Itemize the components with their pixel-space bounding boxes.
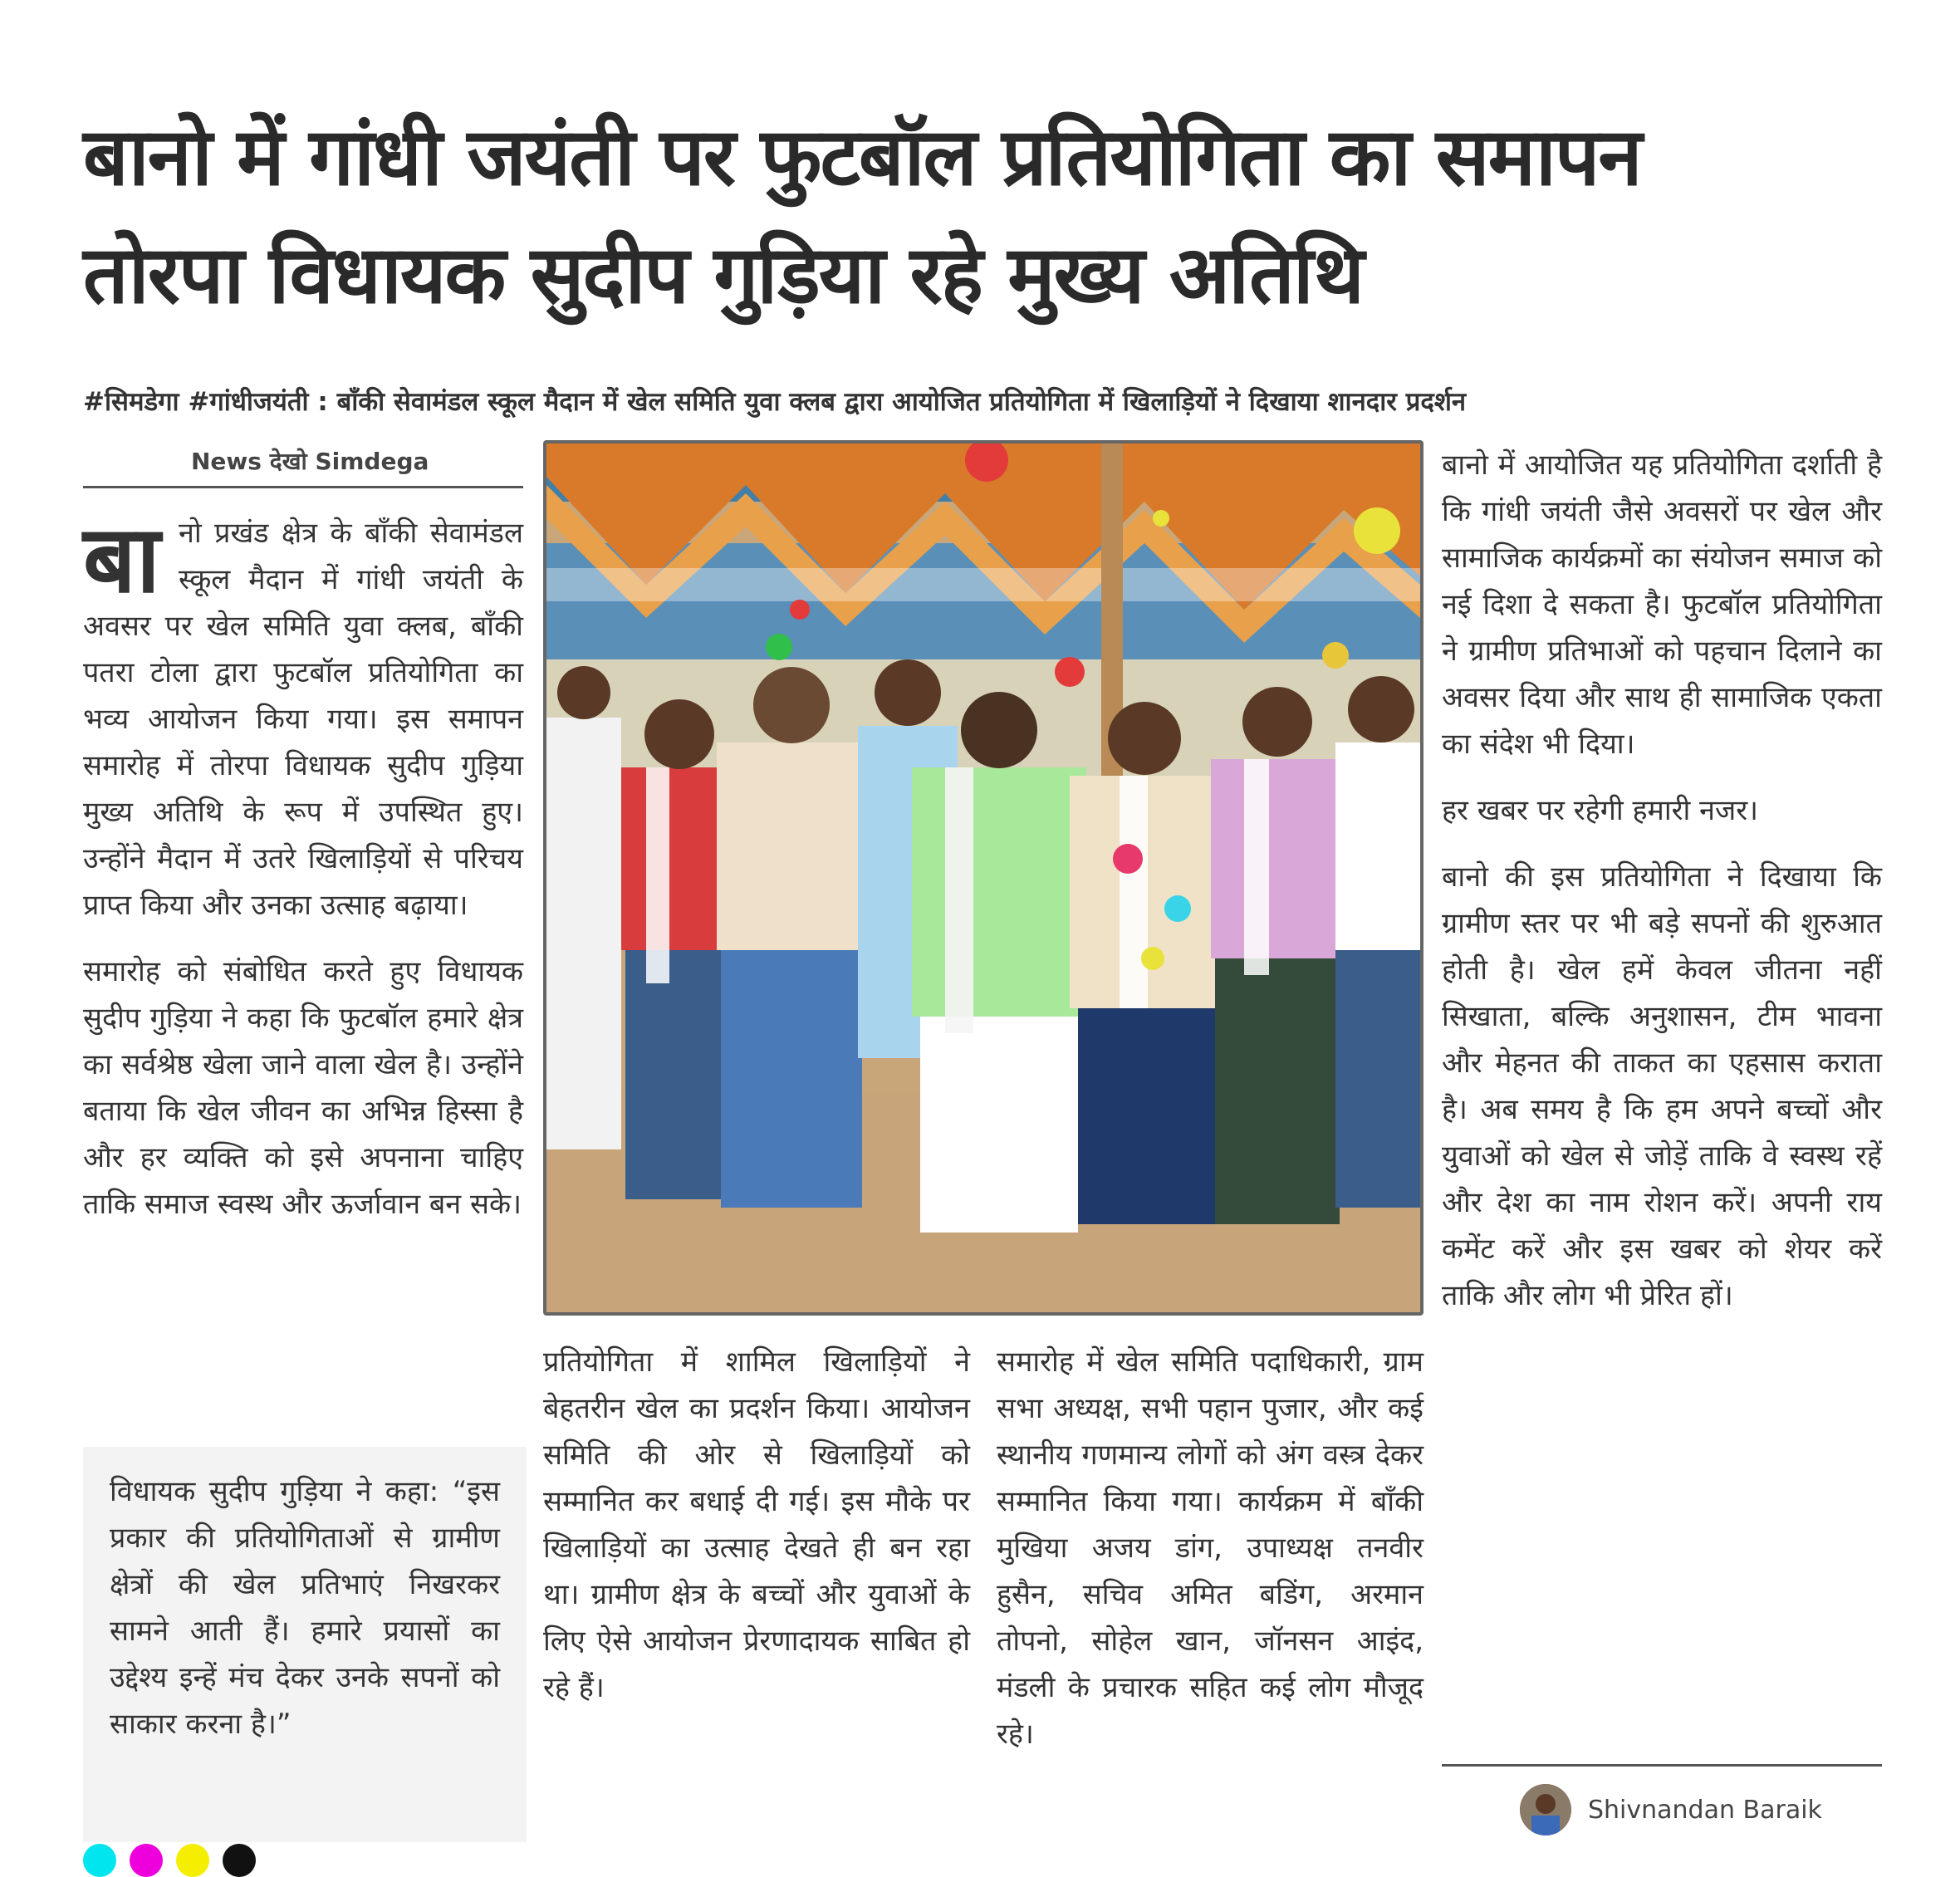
column-3 [997, 1339, 1423, 1777]
author [1520, 1784, 1822, 1835]
event-photo-illustration [546, 444, 1420, 1312]
author-rule [1442, 1764, 1882, 1767]
cyan-dot [83, 1844, 116, 1877]
cmyk-marks [83, 1844, 269, 1877]
paragraph-2: समारोह को संबोधित करते हुए विधायक सुदीप गुड़िया ने कहा कि फुटबॉल हमारे क्षेत्र का सर्वश्रेष्ठ खेला जाने वाला खेल है। उन्होंने बताया कि खेल जीवन का अभिन्न हिस्सा है और हर व्यक्ति को इसे अपनाना चाहिए ताकि समाज स्वस्थ और ऊर्जावान बन सके। [83, 955, 523, 1221]
column-1 [83, 506, 523, 1247]
yellow-dot [176, 1844, 209, 1877]
headline [83, 98, 1894, 334]
headline-line-1: बानो में गांधी जयंती पर फुटबॉल प्रतियोगिता का समापन [83, 110, 1641, 203]
author-name: Shivnandan Baraik [1588, 1795, 1822, 1825]
headline-line-2: तोरपा विधायक सुदीप गुड़िया रहे मुख्य अतिथि [83, 228, 1364, 321]
byline: News देखो Simdega [191, 448, 429, 475]
paragraph-7: बानो की इस प्रतियोगिता ने दिखाया कि ग्रामीण स्तर पर भी बड़े सपनों की शुरुआत होती है। खेल हमें केवल जीतना नहीं सिखाता, बल्कि अनुशासन, टीम भावना और मेहनत की ताकत का एहसास कराता है। अब समय है कि हम अपने बच्चों और युवाओं को खेल से जोड़ें ताकि वे स्वस्थ रहें और देश का नाम रोशन करें। अपनी राय कमेंट करें और इस खबर को शेयर करें ताकि और लोग भी प्रेरित हों। [1442, 860, 1882, 1312]
event-photo [543, 440, 1423, 1316]
byline-rule [83, 486, 523, 488]
author-avatar [1520, 1784, 1571, 1835]
paragraph-3: प्रतियोगिता में शामिल खिलाड़ियों ने बेहतरीन खेल का प्रदर्शन किया। आयोजन समिति की ओर से खिलाड़ियों को सम्मानित कर बधाई दी गई। इस मौके पर खिलाड़ियों का उत्साह देखते ही बन रहा था। ग्रामीण क्षेत्र के बच्चों और युवाओं के लिए ऐसे आयोजन प्रेरणादायक साबित हो रहे हैं। [543, 1345, 970, 1704]
paragraph-1-text: नो प्रखंड क्षेत्र के बाँकी सेवामंडल स्कूल मैदान में गांधी जयंती के अवसर पर खेल समिति युवा क्लब, बाँकी पतरा टोला द्वारा फुटबॉल प्रतियोगिता का भव्य आयोजन किया गया। इस समापन समारोह में तोरपा विधायक सुदीप गुड़िया मुख्य अतिथि के रूप में उपस्थित हुए। उन्होंने मैदान में उतरे खिलाड़ियों से परिचय प्राप्त किया और उनका उत्साह बढ़ाया। [83, 517, 523, 922]
drop-cap: बा [83, 506, 160, 614]
paragraph-5: बानो में आयोजित यह प्रतियोगिता दर्शाती है कि गांधी जयंती जैसे अवसरों पर खेल और सामाजिक कार्यक्रमों का संयोजन समाज को नई दिशा दे सकता है। फुटबॉल प्रतियोगिता ने ग्रामीण प्रतिभाओं को पहचान दिलाने का अवसर दिया और साथ ही सामाजिक एकता का संदेश भी दिया। [1442, 448, 1882, 761]
pull-quote: विधायक सुदीप गुड़िया ने कहा: “इस प्रकार की प्रतियोगिताओं से ग्रामीण क्षेत्रों की खेल प्रतिभाएं निखरकर सामने आती हैं। हमारे प्रयासों का उद्देश्य इन्हें मंच देकर उनके सपनों को साकार करना है।” [83, 1447, 527, 1842]
paragraph-4: समारोह में खेल समिति पदाधिकारी, ग्राम सभा अध्यक्ष, सभी पहान पुजार, और कई स्थानीय गणमान्य लोगों को अंग वस्त्र देकर सम्मानित किया गया। कार्यक्रम में बाँकी मुखिया अजय डांग, उपाध्यक्ष तनवीर हुसैन, सचिव अमित बडिंग, अरमान तोपनो, सोहेल खान, जॉनसन आइंद, मंडली के प्रचारक सहित कई लोग मौजूद रहे। [997, 1345, 1423, 1751]
paragraph-6: हर खबर पर रहेगी हमारी नजर। [1442, 794, 1759, 827]
column-2 [543, 1339, 970, 1731]
black-dot [223, 1844, 256, 1877]
magenta-dot [130, 1844, 163, 1877]
subheadline: #सिमडेगा #गांधीजयंती : बाँकी सेवामंडल स्कूल मैदान में खेल समिति युवा क्लब द्वारा आयोजित प्रतियोगिता में खिलाड़ियों ने दिखाया शानदार प्रदर्शन [83, 387, 1467, 417]
paragraph-1 [83, 506, 523, 929]
column-4 [1442, 442, 1882, 1339]
